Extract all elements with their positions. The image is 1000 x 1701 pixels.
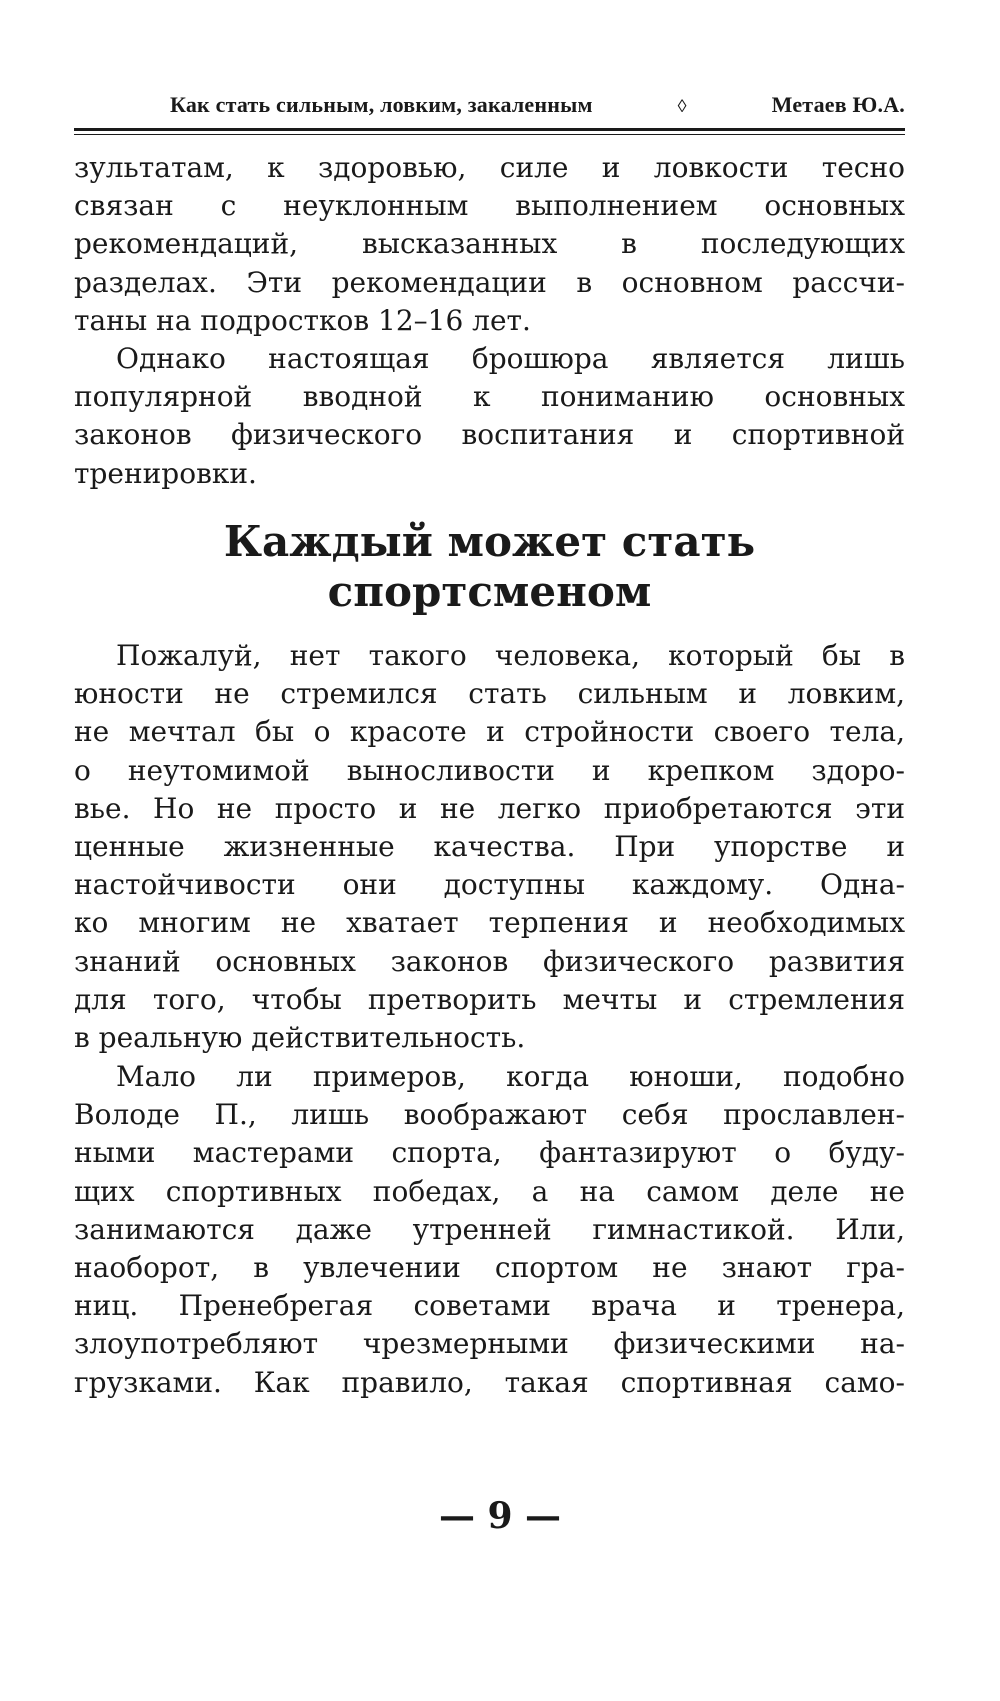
text-line: для того, чтобы претворить мечты и стремления bbox=[74, 982, 905, 1016]
text-line: щих спортивных победах, а на самом деле не bbox=[74, 1174, 905, 1208]
text-line: занимаются даже утренней гимнастикой. Или, bbox=[74, 1212, 905, 1246]
running-header bbox=[170, 92, 905, 118]
text-line: вье. Но не просто и не легко приобретаются эти bbox=[74, 791, 905, 825]
page-number: — 9 — bbox=[438, 1495, 562, 1537]
text-line: Пожалуй, нет такого человека, который бы в bbox=[116, 639, 905, 672]
text-line: о неутомимой выносливости и крепком здоро- bbox=[74, 753, 905, 787]
text-line: таны на подростков 12–16 лет. bbox=[74, 303, 531, 337]
text-line: тренировки. bbox=[74, 456, 257, 490]
author-name: Метаев Ю.А. bbox=[771, 92, 905, 117]
text-line: Мало ли примеров, когда юноши, подобно bbox=[116, 1060, 905, 1093]
text-line: ценные жизненные качества. При упорстве и bbox=[74, 829, 905, 863]
text-line: законов физического воспитания и спортивной bbox=[74, 418, 905, 452]
text-line: злоупотребляют чрезмерными физическими на- bbox=[74, 1327, 905, 1361]
section-heading-line: Каждый может стать bbox=[223, 517, 756, 566]
text-line: популярной вводной к пониманию основных bbox=[74, 380, 905, 414]
paragraph-continuation bbox=[74, 149, 905, 340]
section-paragraph-2 bbox=[74, 1058, 905, 1402]
text-line: зультатам, к здоровью, силе и ловкости тесно bbox=[74, 151, 905, 184]
paragraph-intro bbox=[74, 340, 905, 493]
separator-glyph: ◊ bbox=[677, 96, 687, 116]
text-line: грузками. Как правило, такая спортивная само- bbox=[74, 1365, 905, 1399]
header-rule-thick bbox=[74, 128, 905, 131]
book-title: Как стать сильным, ловким, закаленным bbox=[170, 92, 593, 117]
text-line: связан с неуклонным выполнением основных bbox=[74, 189, 905, 223]
text-line: настойчивости они доступны каждому. Одна- bbox=[74, 868, 905, 902]
text-line: юности не стремился стать сильным и ловким, bbox=[74, 677, 905, 711]
section-paragraph-1 bbox=[74, 637, 905, 1057]
text-line: Однако настоящая брошюра является лишь bbox=[116, 342, 905, 375]
text-line: рекомендаций, высказанных в последующих bbox=[74, 227, 905, 261]
header-rule-thin bbox=[74, 134, 905, 135]
section-heading-line: спортсменом bbox=[327, 567, 652, 616]
text-line: ными мастерами спорта, фантазируют о буду- bbox=[74, 1136, 905, 1170]
text-line: не мечтал бы о красоте и стройности своего тела, bbox=[74, 715, 905, 749]
text-line: разделах. Эти рекомендации в основном рассчи- bbox=[74, 265, 905, 299]
text-line: ко многим не хватает терпения и необходимых bbox=[74, 906, 905, 940]
text-line: ниц. Пренебрегая советами врача и тренера, bbox=[74, 1289, 905, 1323]
text-line: знаний основных законов физического развития bbox=[74, 944, 905, 978]
text-line: Володе П., лишь воображают себя прославлен- bbox=[74, 1098, 905, 1132]
text-line: наоборот, в увлечении спортом не знают гра- bbox=[74, 1250, 905, 1284]
text-line: в реальную действительность. bbox=[74, 1020, 526, 1054]
section-heading bbox=[74, 517, 905, 617]
